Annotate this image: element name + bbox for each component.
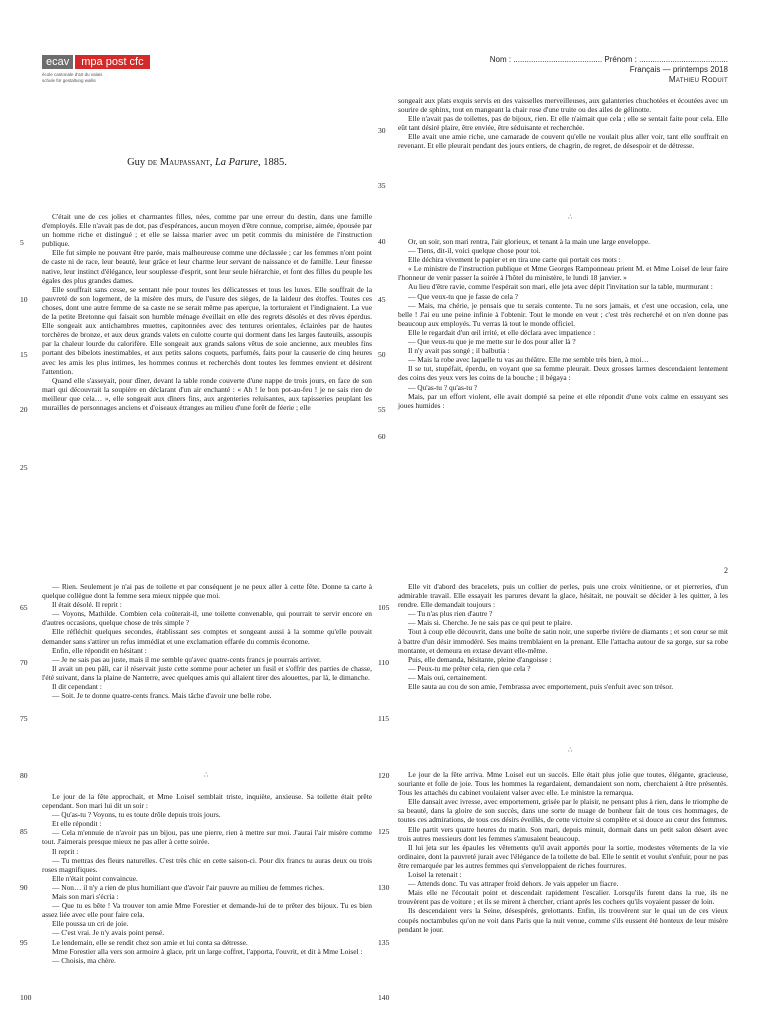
- paragraph: — Mais la robe avec laquelle tu vas au théâtre. Elle me semble très bien, à moi…: [408, 355, 649, 365]
- page2-right-column-top: [398, 582, 728, 732]
- paragraph: Elle réfléchit quelques secondes, établissant ses comptes et songeant aussi à la somme qu'elle pouvait demander sans s'attirer un refus immédiat et une exclamation effarée du commis économe.: [42, 627, 372, 646]
- paragraph: — Mais, ma chérie, je pensais que tu serais contente. Tu ne sors jamais, et c'est une occasion, cela, une belle ! J'ai eu une peine infinie à l'obtenir. Tout le monde en veut ; c'est très recherché et on n'en donne pas beaucoup aux employés. Tu verras là tout le monde officiel.: [398, 300, 728, 328]
- page-number: 2: [724, 566, 728, 575]
- line-number: 80: [20, 771, 28, 780]
- page2-left-column-bottom: [42, 792, 372, 1022]
- page2-left-column-top: [42, 582, 372, 754]
- paragraph: Mais elle ne l'écoutait point et descendait rapidement l'escalier. Lorsqu'ils furent dans la rue, ils ne trouvèrent pas de voiture ; et ils se mirent à chercher, criant après les cochers qu'ils voyaient passer de loin.: [398, 888, 728, 907]
- page1-left-column: [42, 212, 372, 497]
- line-number: 95: [20, 938, 28, 947]
- paragraph: — Rien. Seulement je n'ai pas de toilette et par conséquent je ne peux aller à cette fête. Donne ta carte à quelque collègue dont la femme sera mieux nippée que moi.: [42, 582, 372, 601]
- paragraph: — Je ne sais pas au juste, mais il me semble qu'avec quatre-cents francs je pourrais arriver.: [52, 654, 321, 664]
- paragraph: Loisel la retenait :: [408, 870, 462, 880]
- paragraph: Tout à coup elle découvrit, dans une boîte de satin noir, une superbe rivière de diamants ; et son cœur se mit à battre d'un désir immodéré. Ses mains tremblaient en la prenant. Elle l'attacha autour de sa gorge, sur sa robe montante, et demeura en extase devant elle-même.: [398, 627, 728, 655]
- page2-right-column-bottom: [398, 770, 728, 1022]
- line-number: 85: [20, 827, 28, 836]
- paragraph: — Mais oui, certainement.: [408, 672, 488, 682]
- line-number: 75: [20, 714, 28, 723]
- paragraph: — Tu mettras des fleurs naturelles. C'est très chic en cette saison-ci. Pour dix francs tu auras deux ou trois roses magnifiques.: [42, 855, 372, 874]
- paragraph: Il avait un peu pâli, car il réservait juste cette somme pour acheter un fusil et s'offrir des parties de chasse, l'été suivant, dans la plaine de Nanterre, avec quelques amis qui allaient tirer des alouettes, par là, le dimanche.: [42, 663, 372, 682]
- paragraph: C'était une de ces jolies et charmantes filles, nées, comme par une erreur du destin, dans une famille d'employés. Elle n'avait pas de dot, pas d'espérances, aucun moyen d'être connue, comprise, aimée, épousée par un homme riche et distingué ; et elle se laissa marier avec un petit commis du ministère de l'instruction publique.: [42, 212, 372, 249]
- paragraph: Il dit cependant :: [52, 682, 102, 692]
- paragraph: Elle n'avait pas de toilettes, pas de bijoux, rien. Et elle n'aimait que cela ; elle se sentait faite pour cela. Elle eût tant désiré plaire, être enviée, être séduisante et recherchée.: [398, 114, 728, 133]
- section-separator: ∴: [204, 771, 209, 779]
- page1-right-column-top: [398, 96, 728, 196]
- line-number: 110: [378, 658, 390, 667]
- paragraph: Au lieu d'être ravie, comme l'espérait son mari, elle jeta avec dépit l'invitation sur la table, murmurant :: [408, 282, 713, 292]
- paragraph: — Voyons, Mathilde. Combien cela coûterait-il, une toilette convenable, qui pourrait te servir encore en d'autres occasions, quelque chose de très simple ?: [42, 609, 372, 628]
- section-separator: ∴: [568, 746, 573, 754]
- header-block: [490, 55, 728, 85]
- paragraph: — Qu'as-tu ? Voyons, tu es toute drôle depuis trois jours.: [52, 810, 221, 820]
- paragraph: — Que veux-tu que je me mette sur le dos pour aller là ?: [408, 337, 576, 347]
- paragraph: — Non… il n'y a rien de plus humiliant que d'avoir l'air pauvre au milieu de femmes riches.: [52, 882, 325, 892]
- line-number: 20: [20, 405, 28, 414]
- paragraph: Il lui jeta sur les épaules les vêtements qu'il avait apportés pour la sortie, modestes vêtements de la vie ordinaire, dont la pauvreté jurait avec l'élégance de la toilette de bal. Elle le sentit et voulut s'enfuir, pour ne pas être remarquée par les autres femmes qui s'enveloppaient de riches fourrures.: [398, 842, 728, 870]
- paragraph: — Mais si. Cherche. Je ne sais pas ce qui peut te plaire.: [408, 618, 573, 628]
- paragraph: Or, un soir, son mari rentra, l'air glorieux, et tenant à la main une large enveloppe.: [408, 237, 650, 246]
- section-separator: ∴: [568, 213, 573, 221]
- paragraph: Le lendemain, elle se rendit chez son amie et lui conta sa détresse.: [52, 937, 248, 947]
- paragraph: songeait aux plats exquis servis en des vaisselles merveilleuses, aux galanteries chuchotées et écoutées avec un sourire de sphinx, tout en mangeant la chair rose d'une truite ou des ailes de gélinotte.: [398, 96, 728, 115]
- logo-part2: mpa post cfc: [75, 55, 149, 69]
- course-line: Français — printemps 2018: [629, 65, 728, 74]
- page-2: [0, 560, 768, 1024]
- paragraph: — Attends donc. Tu vas attraper froid dehors. Je vais appeler un fiacre.: [408, 879, 619, 889]
- line-number: 15: [20, 350, 28, 359]
- line-number: 135: [378, 938, 390, 947]
- line-number: 100: [20, 993, 32, 1002]
- line-number: 30: [378, 126, 386, 135]
- line-number: 115: [378, 714, 390, 723]
- text-title: Guy de Maupassant, La Parure, 1885.: [127, 157, 287, 168]
- paragraph: — Que veux-tu que je fasse de cela ?: [408, 291, 518, 301]
- line-number: 5: [20, 238, 24, 247]
- paragraph: Elle souffrait sans cesse, se sentant née pour toutes les délicatesses et tous les luxes. Elle souffrait de la pauvreté de son logement, de la misère des murs, de l'usure des sièges, de la laideur des étoffes. Toutes ces choses, dont une autre femme de sa caste ne se serait même pas aperçue, la torturaient et l'indignaient. La vue de la petite Bretonne qui faisait son humble ménage éveillait en elle des regrets désolés et des rêves éperdus. Elle songeait aux antichambres muettes, capitonnées avec des tentures orientales, éclairées par de hautes torchères de bronze, et aux deux grands valets en culotte courte qui dorment dans les larges fauteuils, assoupis par la chaleur lourde du calorifère. Elle songeait aux grands salons vêtus de soie ancienne, aux meubles fins portant des bibelots inestimables, et aux petits salons coquets, parfumés, faits pour la causerie de cinq heures avec les amis les plus intimes, les hommes connus et recherchés dont toutes les femmes envient et désirent l'attention.: [42, 284, 372, 376]
- paragraph: Elle partit vers quatre heures du matin. Son mari, depuis minuit, dormait dans un petit salon désert avec trois autres messieurs dont les femmes s'amusaient beaucoup.: [398, 824, 728, 843]
- paragraph: — Que tu es bête ! Va trouver ton amie Mme Forestier et demande-lui de te prêter des bijoux. Tu es bien assez liée avec elle pour faire cela.: [42, 901, 372, 920]
- paragraph: Ils descendaient vers la Seine, désespérés, grelottants. Enfin, ils trouvèrent sur le quai un de ces vieux coupés noctambules qu'on ne voit dans Paris que la nuit venue, comme s'ils eussent été honteux de leur misère pendant le jour.: [398, 906, 728, 934]
- line-number: 10: [20, 295, 28, 304]
- line-number: 140: [378, 993, 390, 1002]
- line-number: 50: [378, 350, 386, 359]
- logo-sub2: schule für gestaltung wallis: [42, 77, 96, 83]
- paragraph: Elle le regardait d'un œil irrité, et elle déclara avec impatience :: [408, 327, 596, 337]
- paragraph: Quand elle s'asseyait, pour dîner, devant la table ronde couverte d'une nappe de trois jours, en face de son mari qui découvrait la soupière en déclarant d'un air enchanté : « Ah ! le bon pot-au-feu ! je ne sais rien de meilleur que cela… », elle songeait aux dîners fins, aux argenteries reluisantes, aux tapisseries peuplant les murailles de personnages anciens et d'oiseaux étranges au milieu d'une forêt de féerie ; elle: [42, 375, 372, 412]
- line-number: 40: [378, 237, 386, 246]
- line-number: 35: [378, 181, 386, 190]
- paragraph: Le jour de la fête approchait, et Mme Loisel semblait triste, inquiète, anxieuse. Sa toilette était prête cependant. Son mari lui dit un soir :: [42, 792, 372, 811]
- teacher-name: Mathieu Roduit: [668, 75, 728, 84]
- line-number: 105: [378, 603, 390, 612]
- line-number: 130: [378, 883, 390, 892]
- name-firstname-line: Nom : ........................................ Prénom : ........................................: [489, 55, 728, 64]
- line-number: 25: [20, 463, 28, 472]
- paragraph: Enfin, elle répondit en hésitant :: [52, 645, 147, 655]
- paragraph: Mme Forestier alla vers son armoire à glace, prit un large coffret, l'apporta, l'ouvrit, et dit à Mme Loisel :: [52, 946, 363, 956]
- line-number: 120: [378, 771, 390, 780]
- paragraph: Mais son mari s'écria :: [52, 892, 119, 902]
- line-number: 70: [20, 658, 28, 667]
- paragraph: Elle dansait avec ivresse, avec emportement, grisée par le plaisir, ne pensant plus à rien, dans le triomphe de sa beauté, dans la gloire de son succès, dans une sorte de nuage de bonheur fait de tous ces hommages, de toutes ces admirations, de tous ces désirs éveillés, de cette victoire si complète et si douce au cœur des femmes.: [398, 797, 728, 825]
- paragraph: Il était désolé. Il reprit :: [52, 600, 122, 610]
- paragraph: Mais, par un effort violent, elle avait dompté sa peine et elle répondit d'une voix calme en essuyant ses joues humides :: [398, 391, 728, 410]
- paragraph: — Qu'as-tu ? qu'as-tu ?: [408, 382, 478, 392]
- paragraph: Elle poussa un cri de joie.: [52, 919, 129, 929]
- line-number: 45: [378, 295, 386, 304]
- paragraph: Elle vit d'abord des bracelets, puis un collier de perles, puis une croix vénitienne, or et pierreries, d'un admirable travail. Elle essayait les parures devant la glace, hésitait, ne pouvait se décider à les quitter, à les rendre. Elle demandait toujours :: [398, 582, 728, 610]
- paragraph: Elle n'était point convaincue.: [52, 873, 138, 883]
- line-number: 90: [20, 883, 28, 892]
- paragraph: — Tu n'as plus rien d'autre ?: [408, 609, 493, 619]
- paragraph: Puis, elle demanda, hésitante, pleine d'angoisse :: [408, 654, 552, 664]
- paragraph: Elle avait une amie riche, une camarade de couvent qu'elle ne voulait plus aller voir, tant elle souffrait en revenant. Et elle pleurait pendant des jours entiers, de chagrin, de regret, de désespoir et de détresse.: [398, 132, 728, 151]
- page1-right-column-bottom: [398, 237, 728, 497]
- paragraph: Il n'y avait pas songé ; il balbutia :: [408, 346, 510, 356]
- paragraph: Elle sauta au cou de son amie, l'embrassa avec emportement, puis s'enfuit avec son trésor.: [408, 682, 674, 692]
- paragraph: — Tiens, dit-il, voici quelque chose pour toi.: [408, 246, 541, 256]
- paragraph: — C'est vrai. Je n'y avais point pensé.: [52, 928, 165, 938]
- paragraph: Il reprit :: [52, 846, 79, 856]
- paragraph: Le jour de la fête arriva. Mme Loisel eut un succès. Elle était plus jolie que toutes, élégante, gracieuse, souriante et folle de joie. Tous les hommes la regardaient, demandaient son nom, cherchaient à être présentés. Tous les attachés du cabinet voulaient valser avec elle. Le ministre la remarqua.: [398, 770, 728, 798]
- paragraph: — Soit. Je te donne quatre-cents francs. Mais tâche d'avoir une belle robe.: [52, 691, 272, 701]
- logo-part1: ecav: [42, 55, 73, 69]
- logo-sub1: école cantonale d'art du valais: [42, 72, 103, 77]
- line-number: 60: [378, 432, 386, 441]
- line-number: 65: [20, 603, 28, 612]
- paragraph: Elle fut simple ne pouvant être parée, mais malheureuse comme une déclassée ; car les femmes n'ont point de caste ni de race, leur beauté, leur grâce et leur charme leur servant de naissance et de famille. Leur finesse native, leur instinct d'élégance, leur souplesse d'esprit, sont leur seule hiérarchie, et font des filles du peuple les égales des plus grandes dames.: [42, 248, 372, 285]
- line-number: 55: [378, 405, 386, 414]
- paragraph: Il se tut, stupéfait, éperdu, en voyant que sa femme pleurait. Deux grosses larmes descendaient lentement des coins des yeux vers les coins de la bouche ; il bégaya :: [398, 364, 728, 383]
- paragraph: — Peux-tu me prêter cela, rien que cela ?: [408, 663, 531, 673]
- paragraph: — Cela m'ennuie de n'avoir pas un bijou, pas une pierre, rien à mettre sur moi. J'aurai l'air misère comme tout. J'aimerais presque mieux ne pas aller à cette soirée.: [42, 828, 372, 847]
- line-number: 125: [378, 827, 390, 836]
- paragraph: Et elle répondit :: [52, 819, 102, 829]
- paragraph: « Le ministre de l'instruction publique et Mme Georges Ramponneau prient M. et Mme Loisel de leur faire l'honneur de venir passer la soirée à l'hôtel du ministère, le lundi 18 janvier. »: [398, 264, 728, 283]
- paragraph: — Choisis, ma chère.: [52, 955, 116, 965]
- ecav-logo: [42, 55, 150, 83]
- paragraph: Elle déchira vivement le papier et en tira une carte qui portait ces mots :: [408, 255, 621, 265]
